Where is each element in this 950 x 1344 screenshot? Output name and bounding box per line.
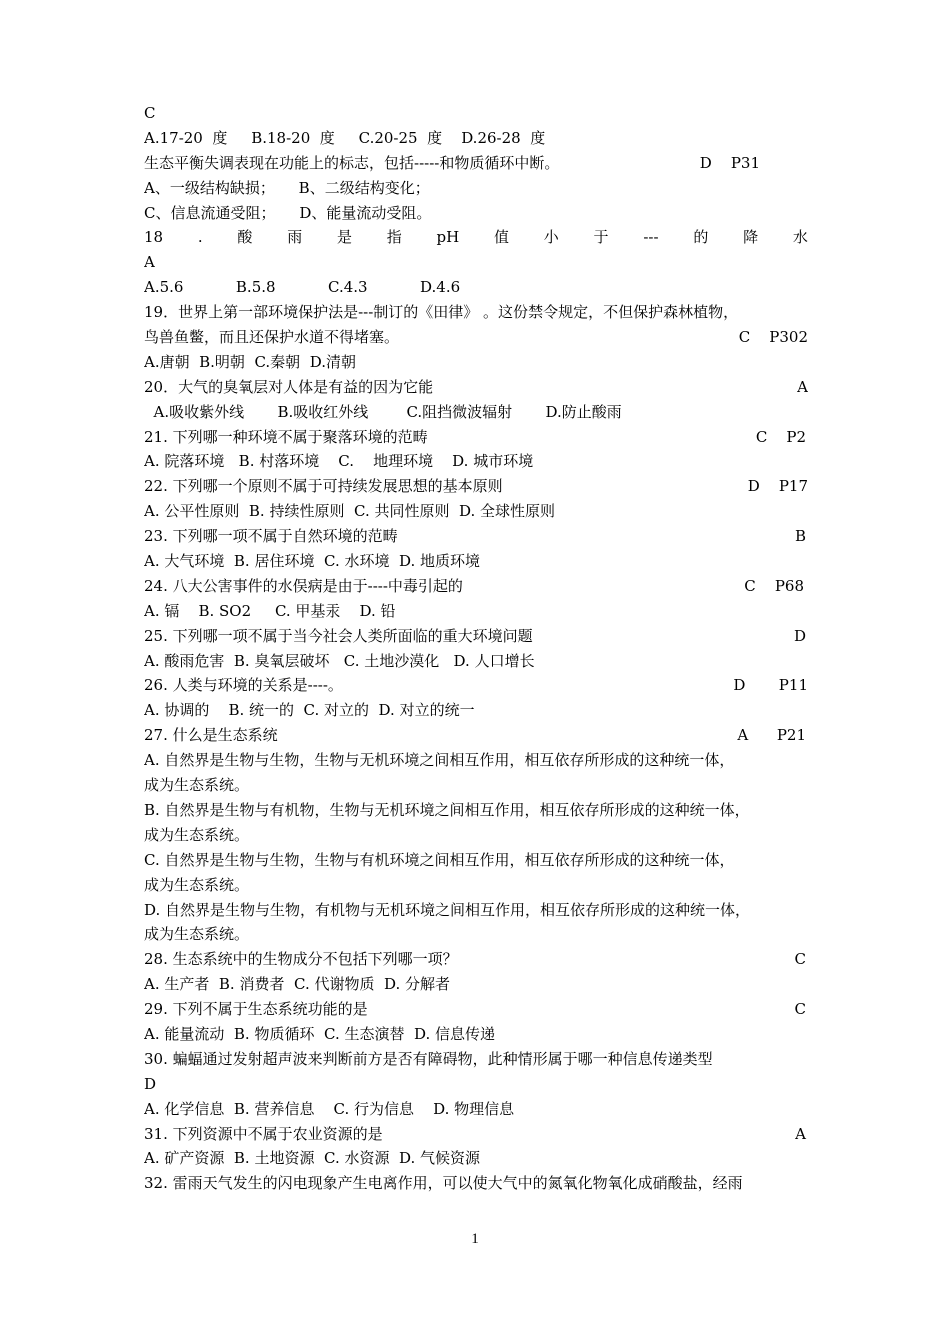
text-line — [144, 698, 808, 723]
word: 是 — [336, 228, 352, 247]
answer-key: C — [794, 950, 806, 969]
line-text: 28. 生态系统中的生物成分不包括下列哪一项？ — [144, 950, 458, 969]
line-text: 生态平衡失调表现在功能上的标志，包括-----和物质循环中断。 — [144, 153, 560, 172]
text-line — [144, 972, 808, 997]
text-line — [144, 375, 808, 400]
answer-key: A P21 — [737, 726, 806, 745]
page-number: 1 — [471, 1231, 479, 1247]
line-text: 24. 八大公害事件的水俣病是由于----中毒引起的 — [144, 576, 463, 595]
text-line — [144, 898, 808, 923]
line-text: 成为生态系统。 — [144, 776, 250, 795]
line-text: 26. 人类与环境的关系是----。 — [144, 676, 343, 695]
line-text: 成为生态系统。 — [144, 925, 250, 944]
text-line — [144, 151, 808, 176]
line-text: A. 大气环境 B. 居住环境 C. 水环境 D. 地质环境 — [144, 552, 481, 571]
text-line — [144, 673, 808, 698]
answer-key: C P2 — [755, 427, 806, 446]
line-text: 27. 什么是生态系统 — [144, 726, 278, 745]
text-line — [144, 798, 808, 823]
line-text: 成为生态系统。 — [144, 825, 250, 844]
line-text: 鸟兽鱼鳖，而且还保护水道不得堵塞。 — [144, 328, 400, 347]
text-line — [144, 474, 808, 499]
line-text: A. 公平性原则 B. 持续性原则 C. 共同性原则 D. 全球性原则 — [144, 502, 556, 521]
answer-key: D P31 — [699, 153, 760, 172]
line-text: A.17-20 度 B.18-20 度 C.20-25 度 D.26-28 度 — [144, 128, 546, 147]
text-line — [144, 250, 808, 275]
word: . — [197, 228, 203, 247]
line-text: 20．大气的臭氧层对人体是有益的因为它能 — [144, 377, 434, 396]
line-text: B. 自然界是生物与有机物，生物与无机环境之间相互作用，相互依存所形成的这种统一体， — [144, 800, 750, 819]
word: 于 — [593, 228, 609, 247]
text-line — [144, 425, 808, 450]
answer-key: D P17 — [747, 477, 808, 496]
text-line — [144, 848, 808, 873]
line-text: C — [144, 104, 156, 122]
text-line — [144, 823, 808, 848]
word: 的 — [693, 228, 709, 247]
line-text: A、一级结构缺损； B、二级结构变化； — [144, 178, 430, 197]
text-line — [144, 524, 808, 549]
text-line — [144, 997, 808, 1022]
line-text: C. 自然界是生物与生物，生物与有机环境之间相互作用，相互依存所形成的这种统一体， — [144, 850, 735, 869]
text-line — [144, 275, 808, 300]
text-line — [144, 723, 808, 748]
line-text: 22. 下列哪一个原则不属于可持续发展思想的基本原则 — [144, 477, 503, 496]
answer-key: C P302 — [738, 328, 808, 347]
text-line — [144, 325, 808, 350]
text-line — [144, 499, 808, 524]
line-text: 31. 下列资源中不属于农业资源的是 — [144, 1124, 383, 1143]
line-text: A. 矿产资源 B. 土地资源 C. 水资源 D. 气候资源 — [144, 1149, 481, 1168]
document-body — [144, 101, 808, 1196]
line-text: A. 院落环境 B. 村落环境 C. 地理环境 D. 城市环境 — [144, 452, 534, 471]
text-line — [144, 1047, 808, 1072]
word: 水 — [792, 228, 808, 247]
text-line — [144, 449, 808, 474]
text-line — [144, 873, 808, 898]
text-line — [144, 300, 808, 325]
line-text: A — [144, 253, 155, 272]
text-line — [144, 624, 808, 649]
line-text: A. 能量流动 B. 物质循环 C. 生态演替 D. 信息传递 — [144, 1024, 496, 1043]
line-text: A. 协调的 B. 统一的 C. 对立的 D. 对立的统一 — [144, 701, 475, 720]
text-line — [144, 773, 808, 798]
answer-key: B — [794, 527, 806, 546]
line-text: D — [144, 1074, 157, 1093]
text-line — [144, 225, 808, 250]
text-line — [144, 649, 808, 674]
line-text: 成为生态系统。 — [144, 875, 250, 894]
line-text: A. 镉 B. SO2 C. 甲基汞 D. 铅 — [144, 601, 396, 620]
text-line — [144, 201, 808, 226]
line-text: A. 自然界是生物与生物，生物与无机环境之间相互作用，相互依存所形成的这种统一体， — [144, 751, 735, 770]
text-line — [144, 1146, 808, 1171]
line-text: A. 生产者 B. 消费者 C. 代谢物质 D. 分解者 — [144, 975, 451, 994]
text-line — [144, 1022, 808, 1047]
line-text: 32. 雷雨天气发生的闪电现象产生电离作用，可以使大气中的氮氧化物氧化成硝酸盐，经雨 — [144, 1174, 743, 1193]
line-text: 23. 下列哪一项不属于自然环境的范畴 — [144, 527, 398, 546]
text-line — [144, 748, 808, 773]
word: 小 — [543, 228, 559, 247]
text-line — [144, 1171, 808, 1196]
line-text: 19．世界上第一部环境保护法是---制订的《田律》 。这份禁令规定，不但保护森林植物， — [144, 303, 739, 322]
line-text: 30. 蝙蝠通过发射超声波来判断前方是否有障碍物，此种情形属于哪一种信息传递类型 — [144, 1049, 713, 1068]
word: 降 — [743, 228, 759, 247]
text-line — [144, 101, 808, 126]
answer-key: D P11 — [733, 676, 808, 695]
text-line — [144, 922, 808, 947]
line-text: 25. 下列哪一项不属于当今社会人类所面临的重大环境问题 — [144, 626, 533, 645]
text-line — [144, 549, 808, 574]
word: pH — [436, 228, 460, 247]
line-text: D. 自然界是生物与生物，有机物与无机环境之间相互作用，相互依存所形成的这种统一体， — [144, 900, 751, 919]
line-text: 21. 下列哪一种环境不属于聚落环境的范畴 — [144, 427, 428, 446]
text-line — [144, 1072, 808, 1097]
answer-key: A — [797, 377, 808, 396]
line-text: C、信息流通受阻； D、能量流动受阻。 — [144, 203, 432, 222]
answer-key: D — [793, 626, 806, 645]
line-text: A.吸收紫外线 B.吸收红外线 C.阻挡微波辐射 D.防止酸雨 — [144, 402, 622, 421]
text-line — [144, 400, 808, 425]
text-line — [144, 1122, 808, 1147]
answer-key: C P68 — [744, 576, 804, 595]
line-text: 29. 下列不属于生态系统功能的是 — [144, 1000, 368, 1019]
word: 雨 — [287, 228, 303, 247]
line-text: A. 酸雨危害 B. 臭氧层破坏 C. 土地沙漠化 D. 人口增长 — [144, 651, 535, 670]
text-line — [144, 350, 808, 375]
word: 指 — [386, 228, 402, 247]
text-line — [144, 176, 808, 201]
answer-key: A — [795, 1124, 806, 1143]
word: 18 — [144, 228, 164, 247]
word: 值 — [493, 228, 509, 247]
text-line — [144, 947, 808, 972]
answer-key: C — [794, 1000, 806, 1019]
line-text: A.5.6 B.5.8 C.4.3 D.4.6 — [144, 278, 461, 297]
word: --- — [643, 228, 659, 247]
text-line — [144, 574, 808, 599]
line-text: A.唐朝 B.明朝 C.秦朝 D.清朝 — [144, 352, 356, 371]
text-line — [144, 1097, 808, 1122]
text-line — [144, 599, 808, 624]
text-line — [144, 126, 808, 151]
word: 酸 — [237, 228, 253, 247]
line-text: A. 化学信息 B. 营养信息 C. 行为信息 D. 物理信息 — [144, 1099, 515, 1118]
